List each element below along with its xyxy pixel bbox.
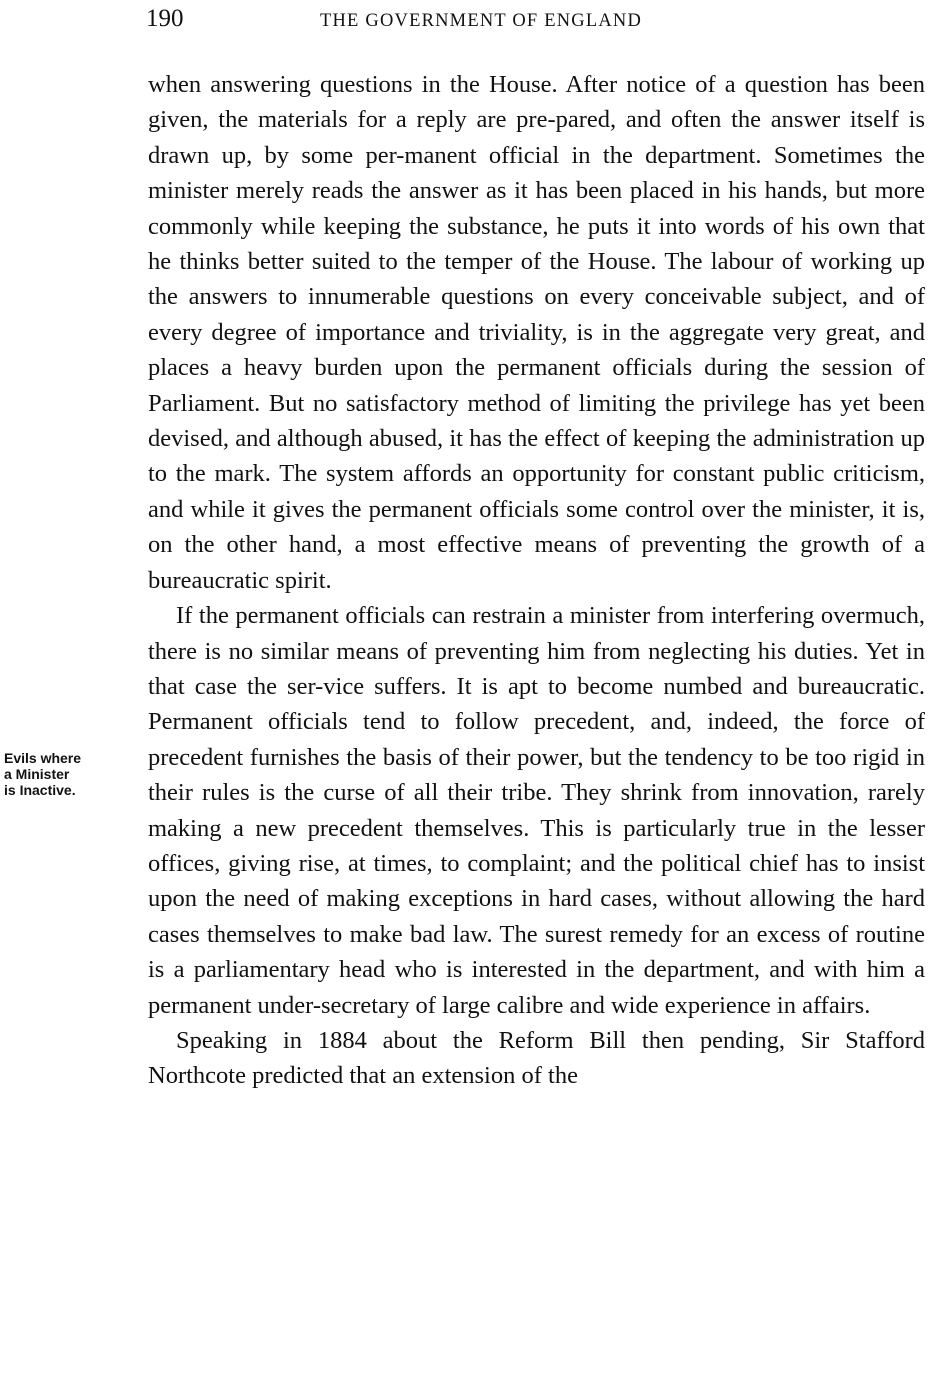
paragraph-evils-of-inactive-minister: If the permanent officials can restrain a minister from interfering overmuch, there is no similar means of preventing him from neglecting his duties. Yet in that case the ser-vice suffers. It is apt to become numbed and bureaucratic. Permanent officials tend to follow precedent, and, indeed, the force of precedent furnishes the basis of their power, but the tendency to be too rigid in their rules is the curse of all their tribe. They shrink from innovation, rarely making a new precedent themselves. This is particularly true in the lesser offices, giving rise, at times, to complaint; and the political chief has to insist upon the need of making exceptions in hard cases, without allowing the hard cases themselves to make bad law. The surest remedy for an excess of routine is a parliamentary head who is interested in the department, and with him a permanent under-secretary of large calibre and wide experience in affairs.: [148, 602, 925, 1019]
sidenote-line: a Minister: [4, 766, 70, 782]
paragraph-northcote: Speaking in 1884 about the Reform Bill then pending, Sir Stafford Northcote predicted that an extension of the: [148, 1026, 925, 1090]
sidenote-line: is Inactive.: [4, 782, 76, 798]
page-number: 190: [146, 5, 184, 32]
paragraph-continued: when answering questions in the House. After notice of a question has been given, the materials for a reply are pre-pared, and often the answer itself is drawn up, by some per-manent official in the department. Sometimes the minister merely reads the answer as it has been placed in his hands, but more commonly while keeping the substance, he puts it into words of his own that he thinks better suited to the temper of the House. The labour of working up the answers to innumerable questions on every conceivable subject, and of every degree of importance and triviality, is in the aggregate very great, and places a heavy burden upon the permanent officials during the session of Parliament. But no satisfactory method of limiting the privilege has yet been devised, and although abused, it has the effect of keeping the administration up to the mark. The system affords an opportunity for constant public criticism, and while it gives the permanent officials some control over the minister, it is, on the other hand, a most effective means of preventing the growth of a bureaucratic spirit.: [148, 71, 925, 594]
body-text: [148, 67, 925, 1094]
margin-sidenote: [4, 750, 132, 798]
running-head: [146, 4, 926, 38]
running-title: THE GOVERNMENT OF ENGLAND: [320, 11, 643, 31]
sidenote-line: Evils where: [4, 750, 82, 766]
